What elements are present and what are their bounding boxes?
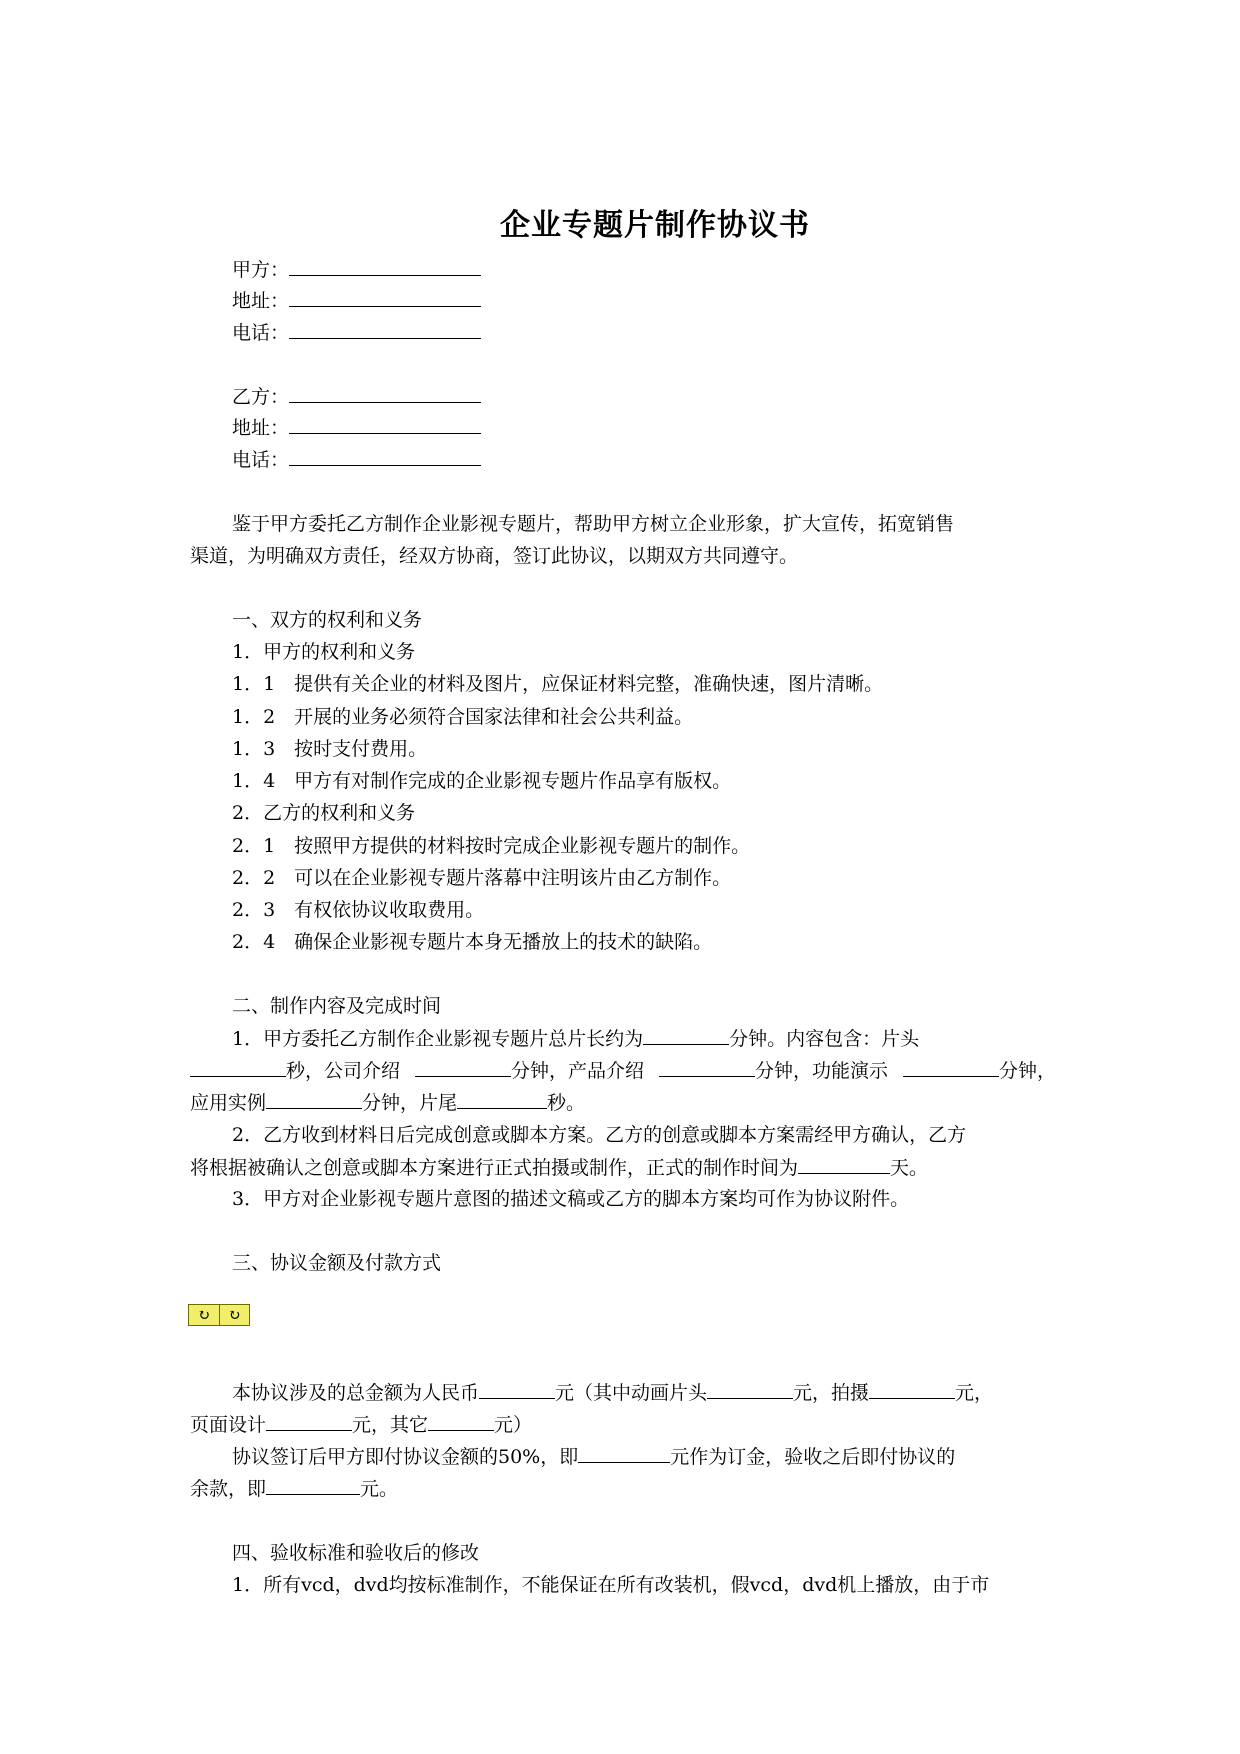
party-a-name-line [232, 257, 481, 282]
section2-p1-line1 [232, 1026, 919, 1051]
section2-p1-text-e: 分钟，功能演示 [754, 1060, 888, 1082]
section3-text-k: 元。 [360, 1478, 399, 1500]
party-b-phone-line [232, 447, 481, 472]
section1-sub1: 1．甲方的权利和义务 [232, 641, 416, 663]
party-a-address-blank[interactable] [289, 288, 481, 307]
deposit-amount-blank[interactable] [578, 1444, 670, 1463]
product-intro-group [659, 1058, 888, 1083]
balance-amount-blank[interactable] [266, 1476, 360, 1495]
section1-item-1-2: 1．2 开展的业务必须符合国家法律和社会公共利益。 [232, 706, 694, 728]
section2-p1-line3 [190, 1090, 585, 1115]
section2-p1-text-b: 分钟。内容包含：片头 [729, 1028, 920, 1050]
party-a-address-line [232, 288, 481, 313]
embedded-object-placeholder [188, 1304, 250, 1326]
party-b-address-blank[interactable] [289, 415, 481, 434]
section3-line3 [232, 1444, 955, 1469]
party-a-name-label: 甲方： [232, 259, 290, 281]
section3-text-c: 元，拍摄 [793, 1382, 870, 1404]
party-b-name-line [232, 384, 481, 409]
section4-heading: 四、验收标准和验收后的修改 [232, 1542, 480, 1564]
section2-p1-text-f: 分钟， [998, 1060, 1056, 1082]
party-b-name-label: 乙方： [232, 386, 290, 408]
section1-item-2-1: 2．1 按照甲方提供的材料按时完成企业影视专题片的制作。 [232, 835, 751, 857]
section3-line4 [190, 1476, 398, 1501]
total-amount-blank[interactable] [479, 1380, 555, 1399]
feature-demo-group [903, 1058, 1056, 1083]
intro-seconds-group [190, 1058, 400, 1083]
party-b-name-blank[interactable] [289, 384, 481, 403]
section2-heading: 二、制作内容及完成时间 [232, 995, 442, 1017]
section1-heading: 一、双方的权利和义务 [232, 609, 423, 631]
section1-item-1-3: 1．3 按时支付费用。 [232, 738, 428, 760]
section2-p1-text-h: 分钟，片尾 [362, 1092, 458, 1114]
animation-intro-fee-blank[interactable] [707, 1380, 793, 1399]
product-intro-blank[interactable] [659, 1058, 755, 1077]
section4-p1: 1．所有vcd，dvd均按标准制作，不能保证在所有改装机，假vcd，dvd机上播放，由于市 [232, 1574, 990, 1596]
preamble-line-1: 鉴于甲方委托乙方制作企业影视专题片，帮助甲方树立企业形象，扩大宣传，拓宽销售 [232, 513, 955, 535]
section3-heading: 三、协议金额及付款方式 [232, 1252, 442, 1274]
section3-line1 [232, 1380, 993, 1405]
section2-p1-text-c: 秒，公司介绍 [286, 1060, 401, 1082]
section3-text-f: 元，其它 [352, 1414, 429, 1436]
section2-p1-line2 [190, 1058, 1056, 1083]
section3-text-g: 元） [494, 1414, 533, 1436]
broken-image-icon: ↻ [219, 1305, 250, 1325]
section2-p3: 3．甲方对企业影视专题片意图的描述文稿或乙方的脚本方案均可作为协议附件。 [232, 1188, 910, 1210]
section1-sub2: 2．乙方的权利和义务 [232, 802, 416, 824]
other-fee-blank[interactable] [428, 1412, 494, 1431]
document-title: 企业专题片制作协议书 [500, 208, 810, 243]
intro-seconds-blank[interactable] [190, 1058, 286, 1077]
section3-text-i: 元作为订金，验收之后即付协议的 [670, 1446, 956, 1468]
section3-text-e: 页面设计 [190, 1414, 267, 1436]
section3-line2 [190, 1412, 532, 1437]
section2-p1-text-i: 秒。 [547, 1092, 586, 1114]
section1-item-2-2: 2．2 可以在企业影视专题片落幕中注明该片由乙方制作。 [232, 867, 732, 889]
section1-item-2-3: 2．3 有权依协议收取费用。 [232, 899, 485, 921]
section3-text-j: 余款，即 [190, 1478, 267, 1500]
party-a-phone-line [232, 320, 481, 345]
party-b-address-line [232, 415, 481, 440]
total-length-blank[interactable] [643, 1026, 729, 1045]
feature-demo-blank[interactable] [903, 1058, 999, 1077]
party-a-phone-label: 电话： [232, 322, 290, 344]
section2-p1-text-g: 应用实例 [190, 1092, 267, 1114]
section3-text-h: 协议签订后甲方即付协议金额的50%，即 [232, 1446, 579, 1468]
party-b-phone-label: 电话： [232, 449, 290, 471]
section3-text-b: 元（其中动画片头 [555, 1382, 708, 1404]
section3-text-a: 本协议涉及的总金额为人民币 [232, 1382, 480, 1404]
section2-p2-text-b: 天。 [890, 1157, 929, 1179]
page-design-fee-blank[interactable] [266, 1412, 352, 1431]
company-intro-blank[interactable] [415, 1058, 511, 1077]
party-a-phone-blank[interactable] [289, 320, 481, 339]
party-b-address-label: 地址： [232, 417, 290, 439]
preamble-line-2: 渠道，为明确双方责任，经双方协商，签订此协议，以期双方共同遵守。 [190, 545, 799, 567]
section1-item-2-4: 2．4 确保企业影视专题片本身无播放上的技术的缺陷。 [232, 931, 713, 953]
production-days-blank[interactable] [798, 1155, 890, 1174]
company-intro-group [415, 1058, 644, 1083]
section2-p2-text-a: 将根据被确认之创意或脚本方案进行正式拍摄或制作，正式的制作时间为 [190, 1157, 799, 1179]
section2-p1-text-d: 分钟，产品介绍 [510, 1060, 644, 1082]
broken-image-icon: ↻ [197, 1306, 211, 1324]
section2-p2-line1: 2．乙方收到材料日后完成创意或脚本方案。乙方的创意或脚本方案需经甲方确认，乙方 [232, 1124, 967, 1146]
section2-p1-text-a: 1．甲方委托乙方制作企业影视专题片总片长约为 [232, 1028, 644, 1050]
section1-item-1-4: 1．4 甲方有对制作完成的企业影视专题片作品享有版权。 [232, 770, 732, 792]
party-b-phone-blank[interactable] [289, 447, 481, 466]
use-case-blank[interactable] [266, 1090, 362, 1109]
section2-p2-line2 [190, 1155, 928, 1180]
ending-seconds-blank[interactable] [457, 1090, 547, 1109]
section1-item-1-1: 1．1 提供有关企业的材料及图片，应保证材料完整，准确快速，图片清晰。 [232, 673, 884, 695]
party-a-address-label: 地址： [232, 290, 290, 312]
filming-fee-blank[interactable] [869, 1380, 955, 1399]
party-a-name-blank[interactable] [289, 257, 481, 276]
section3-text-d: 元， [955, 1382, 994, 1404]
